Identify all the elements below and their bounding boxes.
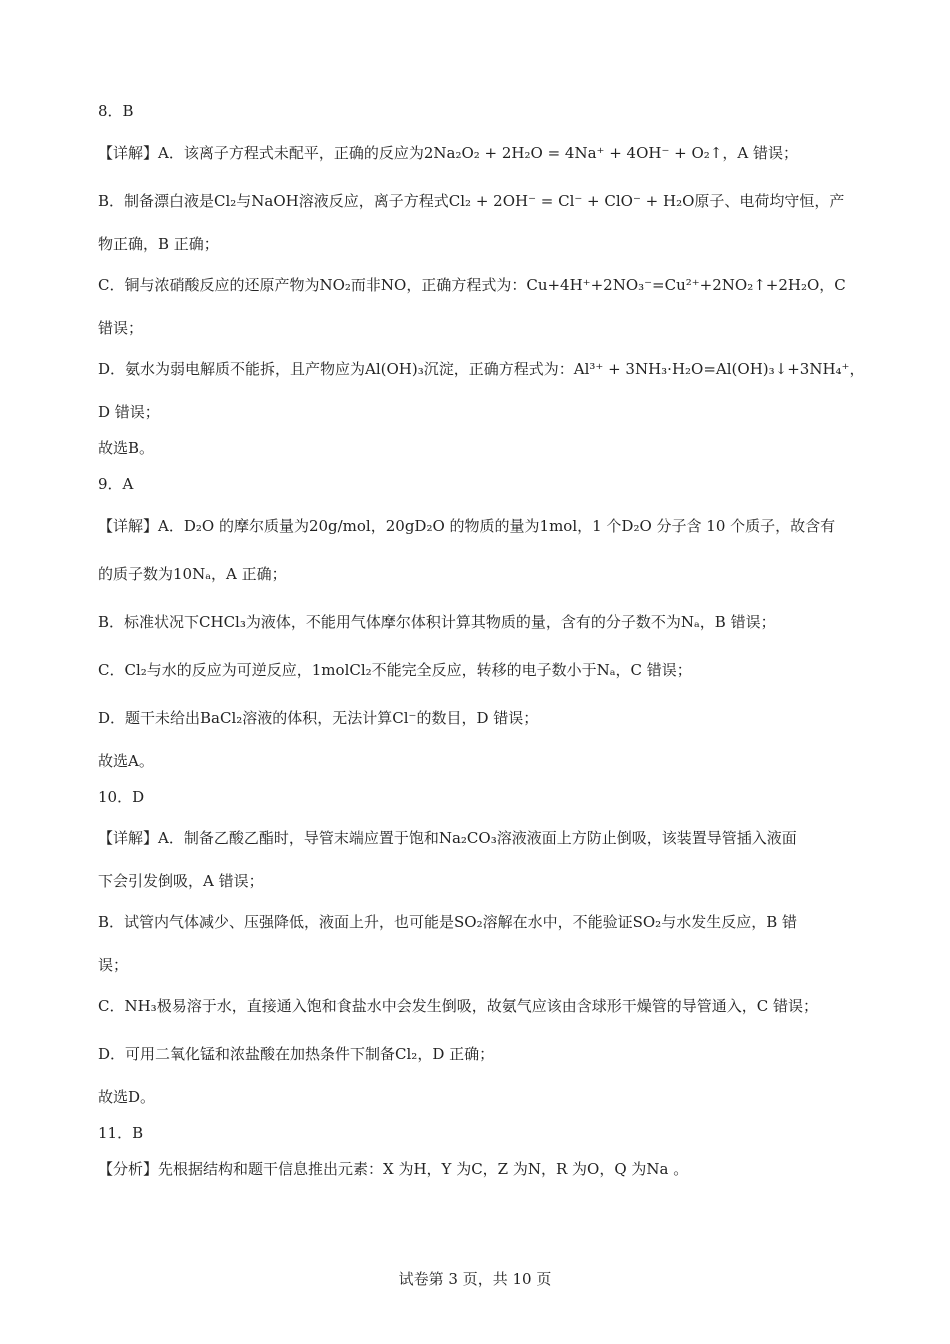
- q8-line-3: 物正确，B 正确；: [98, 235, 219, 253]
- q11-line-1: 【分析】先根据结构和题干信息推出元素：X 为H，Y 为C，Z 为N，R 为O，Q 为Na 。: [98, 1160, 689, 1178]
- q8-line-1: 【详解】A．该离子方程式未配平，正确的反应为2Na₂O₂ + 2H₂O = 4Na⁺ + 4OH⁻ + O₂↑，A 错误；: [98, 144, 798, 162]
- q9-line-5: D．题干未给出BaCl₂溶液的体积，无法计算Cl⁻的数目，D 错误；: [98, 709, 539, 727]
- q8-line-8: 故选B。: [98, 439, 155, 457]
- page-footer: 试卷第 3 页，共 10 页: [398, 1270, 552, 1288]
- q10-answer: 10．D: [98, 788, 145, 806]
- q10-line-3: B．试管内气体减少、压强降低，液面上升，也可能是SO₂溶解在水中，不能验证SO₂与水发生反应，B 错: [98, 913, 797, 931]
- q8-line-4: C．铜与浓硝酸反应的还原产物为NO₂而非NO，正确方程式为：Cu+4H⁺+2NO₃⁻=Cu²⁺+2NO₂↑+2H₂O，C: [98, 276, 846, 294]
- q10-line-7: 故选D。: [98, 1088, 156, 1106]
- q10-line-2: 下会引发倒吸，A 错误；: [98, 872, 264, 890]
- q8-line-2: B．制备漂白液是Cl₂与NaOH溶液反应，离子方程式Cl₂ + 2OH⁻ = Cl⁻ + ClO⁻ + H₂O原子、电荷均守恒，产: [98, 192, 845, 210]
- q8-answer: 8．B: [98, 102, 134, 120]
- q9-line-6: 故选A。: [98, 752, 154, 770]
- q11-answer: 11．B: [98, 1124, 144, 1142]
- q10-line-5: C．NH₃极易溶于水，直接通入饱和食盐水中会发生倒吸，故氨气应该由含球形干燥管的导管通入，C 错误；: [98, 997, 818, 1015]
- q9-line-3: B．标准状况下CHCl₃为液体，不能用气体摩尔体积计算其物质的量，含有的分子数不为Nₐ，B 错误；: [98, 613, 776, 631]
- q8-line-7: D 错误；: [98, 403, 160, 421]
- q8-line-5: 错误；: [98, 319, 144, 337]
- q10-line-1: 【详解】A．制备乙酸乙酯时，导管末端应置于饱和Na₂CO₃溶液液面上方防止倒吸，该装置导管插入液面: [98, 829, 797, 847]
- q8-line-6: D．氨水为弱电解质不能拆，且产物应为Al(OH)₃沉淀，正确方程式为：Al³⁺ + 3NH₃·H₂O=Al(OH)₃↓+3NH₄⁺，: [98, 360, 865, 378]
- q9-answer: 9．A: [98, 475, 134, 493]
- q10-line-6: D．可用二氧化锰和浓盐酸在加热条件下制备Cl₂，D 正确；: [98, 1045, 495, 1063]
- q9-line-1: 【详解】A．D₂O 的摩尔质量为20g/mol，20gD₂O 的物质的量为1mol，1 个D₂O 分子含 10 个质子，故含有: [98, 517, 836, 535]
- q10-line-4: 误；: [98, 956, 129, 974]
- q9-line-4: C．Cl₂与水的反应为可逆反应，1molCl₂不能完全反应，转移的电子数小于Nₐ，C 错误；: [98, 661, 692, 679]
- q9-line-2: 的质子数为10Nₐ，A 正确；: [98, 565, 287, 583]
